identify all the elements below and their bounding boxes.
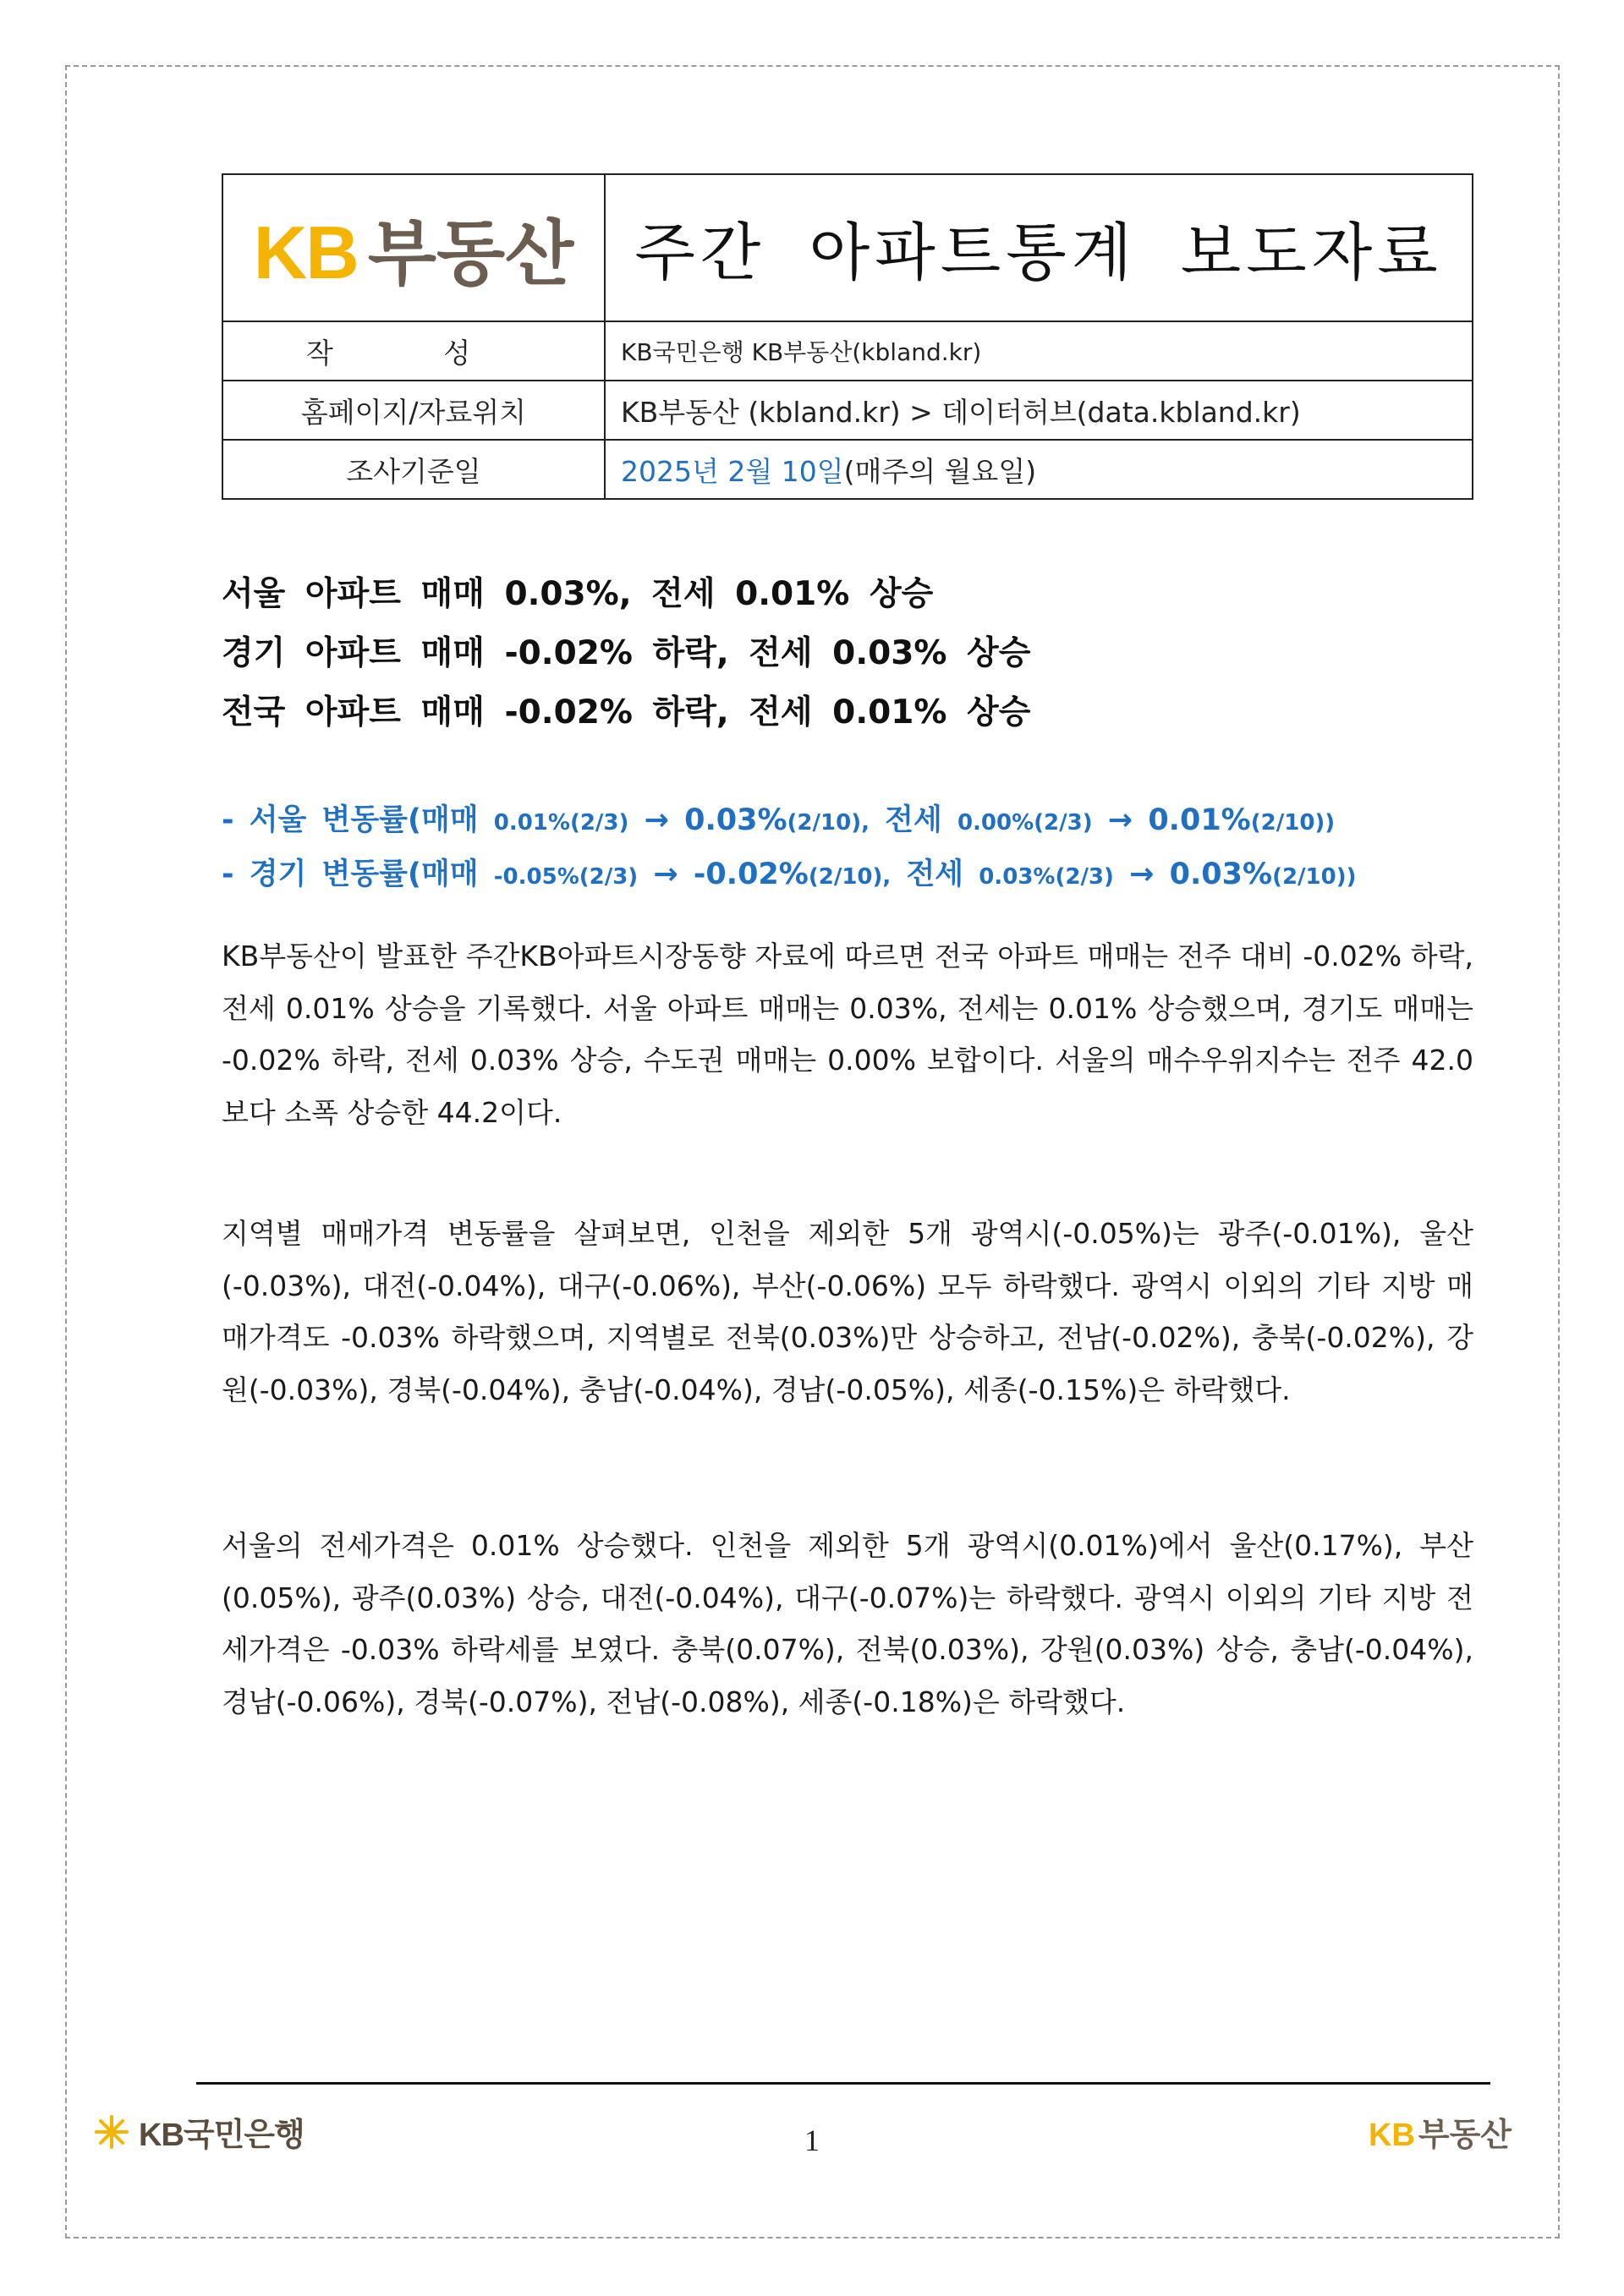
homepage-value: KB부동산 (kbland.kr) > 데이터허브(data.kbland.kr) (605, 381, 1473, 440)
paragraph-sale-prices: 지역별 매매가격 변동률을 살펴보면, 인천을 제외한 5개 광역시(-0.05%)는 광주(-0.01%), 울산(-0.03%), 대전(-0.04%), 대구(-0.06%), 부산(-0.06%) 모두 하락했다. 광역시 이외의 기타 지방 매매가격도 -0.03% 하락했으며, 지역별로 전북(0.03%)만 상승하고, 전남(-0.02%), 충북(-0.02%), 강원(-0.03%), 경북(-0.04%), 충남(-0.04%), 경남(-0.05%), 세종(-0.15%)은 하락했다. (222, 1217, 1473, 1406)
rate-line-seoul: - 서울 변동률(매매 0.01%(2/3) → 0.03%(2/10), 전세 0.00%(2/3) → 0.01%(2/10)) (222, 803, 1336, 837)
kb-land-logo (222, 174, 605, 321)
survey-date-value (605, 440, 1473, 499)
headline-gyeonggi: 경기 아파트 매매 -0.02% 하락, 전세 0.03% 상승 (222, 634, 1031, 672)
kb-land-footer-logo (1369, 2108, 1512, 2155)
document-title: 주간 아파트통계 보도자료 (605, 174, 1473, 321)
paragraph-overview: KB부동산이 발표한 주간KB아파트시장동향 자료에 따르면 전국 아파트 매매는 전주 대비 -0.02% 하락, 전세 0.01% 상승을 기록했다. 서울 아파트 매매는 0.03%, 전세는 0.01% 상승했으며, 경기도 매매는 -0.02% 하락, 전세 0.03% 상승, 수도권 매매는 0.00% 보합이다. 서울의 매수우위지수는 전주 42.0보다 소폭 상승한 44.2이다. (222, 940, 1473, 1129)
logo-realestate-text: 부동산 (367, 211, 574, 295)
survey-date-label: 조사기준일 (222, 440, 605, 499)
author-value: KB국민은행 KB부동산(kbland.kr) (605, 321, 1473, 381)
homepage-label: 홈페이지/자료위치 (222, 381, 605, 440)
headline-seoul: 서울 아파트 매매 0.03%, 전세 0.01% 상승 (222, 575, 934, 613)
kb-bank-logo-text: KB국민은행 (139, 2118, 304, 2153)
paragraph-jeonse-prices: 서울의 전세가격은 0.01% 상승했다. 인천을 제외한 5개 광역시(0.01%)에서 울산(0.17%), 부산(0.05%), 광주(0.03%) 상승, 대전(-0.04%), 대구(-0.07%)는 하락했다. 광역시 이외의 기타 지방 전세가격은 -0.03% 하락세를 보였다. 충북(0.07%), 전북(0.03%), 강원(0.03%) 상승, 충남(-0.04%), 경남(-0.06%), 경북(-0.07%), 전남(-0.08%), 세종(-0.18%)은 하락했다. (222, 1529, 1473, 1718)
logo-kb-text: KB (253, 210, 358, 294)
headline-national: 전국 아파트 매매 -0.02% 하락, 전세 0.01% 상승 (222, 693, 1031, 732)
rate-summary (222, 795, 1356, 903)
headlines (222, 565, 1030, 743)
footer-divider (196, 2082, 1490, 2085)
page-number: 1 (804, 2123, 820, 2157)
footer-logo-kb: KB (1369, 2118, 1415, 2153)
footer-logo-realestate: 부동산 (1418, 2116, 1512, 2153)
header-table (222, 173, 1473, 500)
survey-date-note: (매주의 월요일) (843, 454, 1037, 488)
rate-line-gyeonggi: - 경기 변동률(매매 -0.05%(2/3) → -0.02%(2/10), 전세 0.03%(2/3) → 0.03%(2/10)) (222, 858, 1357, 891)
survey-date: 2025년 2월 10일 (621, 454, 844, 488)
author-label: 작 성 (222, 321, 605, 381)
